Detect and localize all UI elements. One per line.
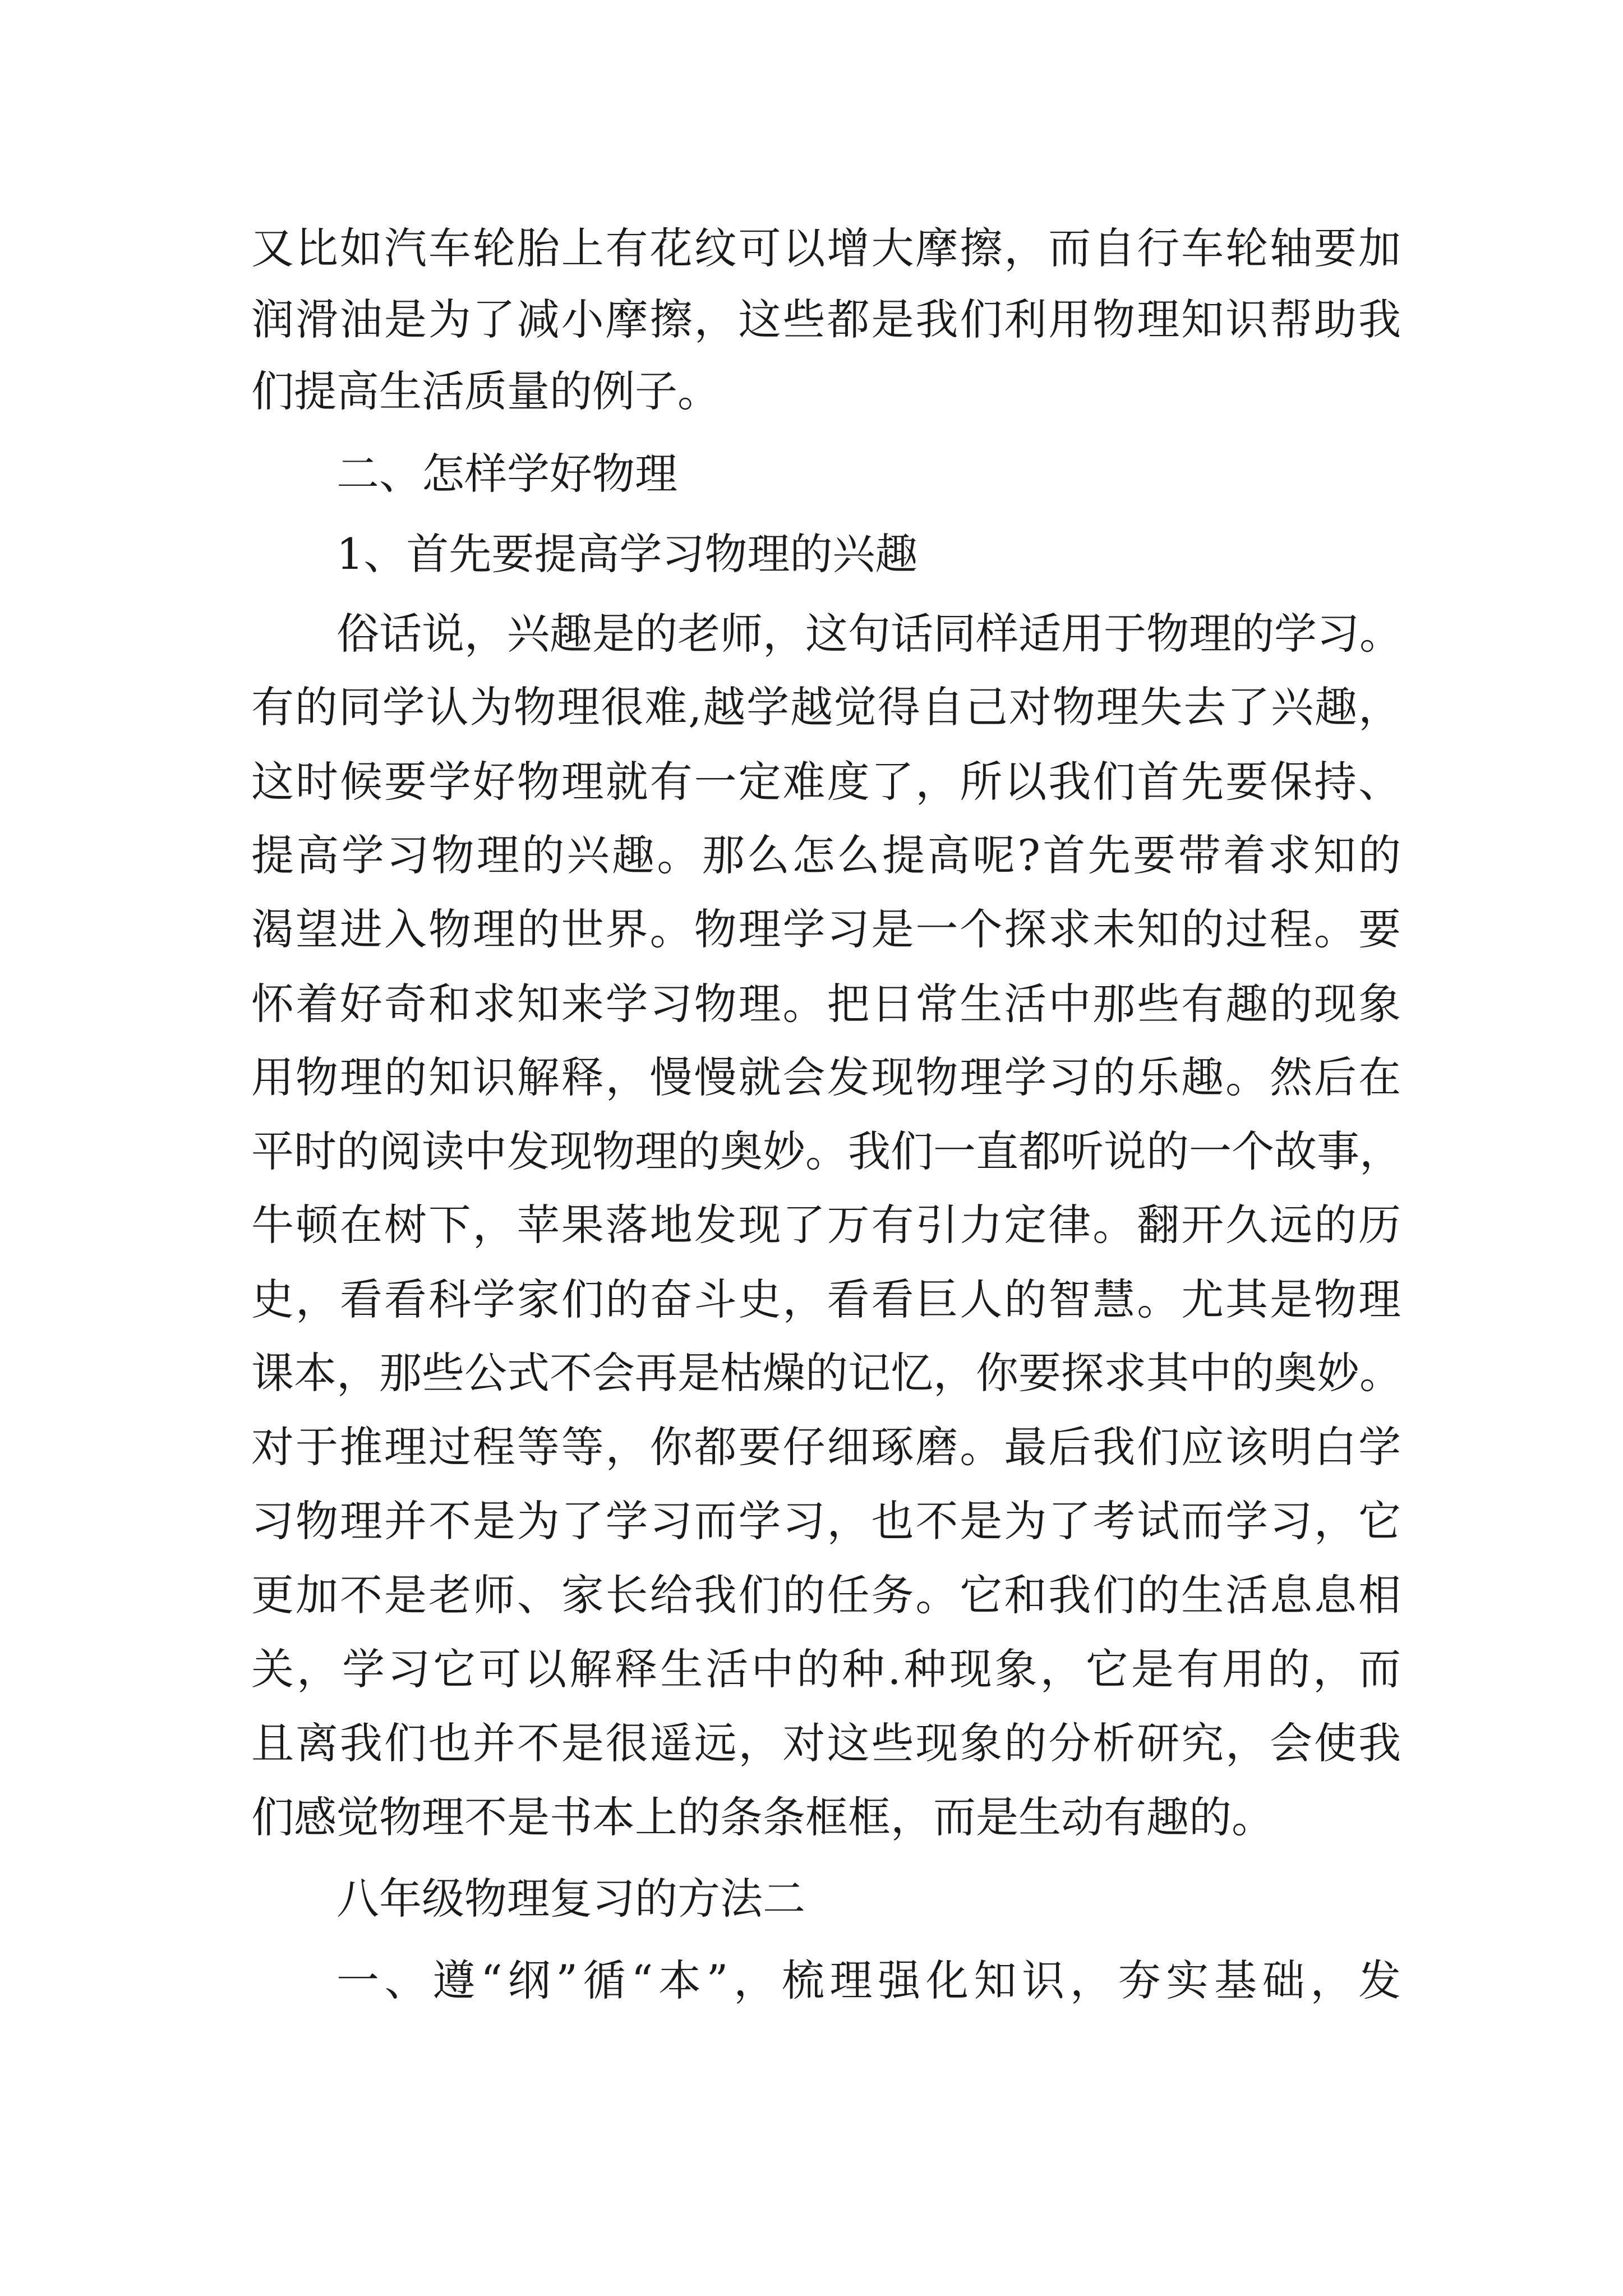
paragraph-line: 怀着好奇和求知来学习物理。把日常生活中那些有趣的现象 bbox=[251, 979, 1401, 1029]
section-heading: 八年级物理复习的方法二 bbox=[336, 1874, 805, 1924]
paragraph-line: 渴望进入物理的世界。物理学习是一个探求未知的过程。要 bbox=[251, 904, 1401, 954]
paragraph-line: 俗话说，兴趣是的老师，这句话同样适用于物理的学习。 bbox=[336, 609, 1402, 659]
section-heading: 二、怎样学好物理 bbox=[336, 449, 677, 499]
paragraph-line: 又比如汽车轮胎上有花纹可以增大摩擦，而自行车轮轴要加 bbox=[251, 223, 1401, 273]
paragraph-line: 更加不是老师、家长给我们的任务。它和我们的生活息息相 bbox=[251, 1570, 1401, 1620]
paragraph-line: 课本，那些公式不会再是枯燥的记忆，你要探求其中的奥妙。 bbox=[251, 1348, 1402, 1398]
paragraph-line: 这时候要学好物理就有一定难度了，所以我们首先要保持、 bbox=[251, 757, 1401, 807]
subsection-heading: 1、首先要提高学习物理的兴趣 bbox=[336, 529, 918, 579]
paragraph-line: 对于推理过程等等，你都要仔细琢磨。最后我们应该明白学 bbox=[251, 1422, 1401, 1472]
paragraph-line: 牛顿在树下，苹果落地发现了万有引力定律。翻开久远的历 bbox=[251, 1200, 1401, 1250]
paragraph-line: 关，学习它可以解释生活中的种.种现象，它是有用的，而 bbox=[251, 1644, 1401, 1694]
paragraph-line: 平时的阅读中发现物理的奥妙。我们一直都听说的一个故事， bbox=[251, 1126, 1402, 1176]
paragraph-line: 习物理并不是为了学习而学习，也不是为了考试而学习，它 bbox=[251, 1496, 1401, 1546]
paragraph-line: 用物理的知识解释，慢慢就会发现物理学习的乐趣。然后在 bbox=[251, 1052, 1401, 1102]
paragraph-line: 润滑油是为了减小摩擦，这些都是我们利用物理知识帮助我 bbox=[251, 295, 1401, 344]
paragraph-line: 们提高生活质量的例子。 bbox=[251, 366, 720, 416]
paragraph-line: 有的同学认为物理很难,越学越觉得自己对物理失去了兴趣， bbox=[251, 682, 1401, 732]
paragraph-line: 提高学习物理的兴趣。那么怎么提高呢?首先要带着求知的 bbox=[251, 830, 1401, 880]
paragraph-line: 们感觉物理不是书本上的条条框框，而是生动有趣的。 bbox=[251, 1792, 1274, 1842]
paragraph-line: 一、遵“纲”循“本”，梳理强化知识，夯实基础，发 bbox=[336, 1955, 1401, 2005]
paragraph-line: 史，看看科学家们的奋斗史，看看巨人的智慧。尤其是物理 bbox=[251, 1274, 1401, 1324]
paragraph-line: 且离我们也并不是很遥远，对这些现象的分析研究，会使我 bbox=[251, 1718, 1401, 1768]
